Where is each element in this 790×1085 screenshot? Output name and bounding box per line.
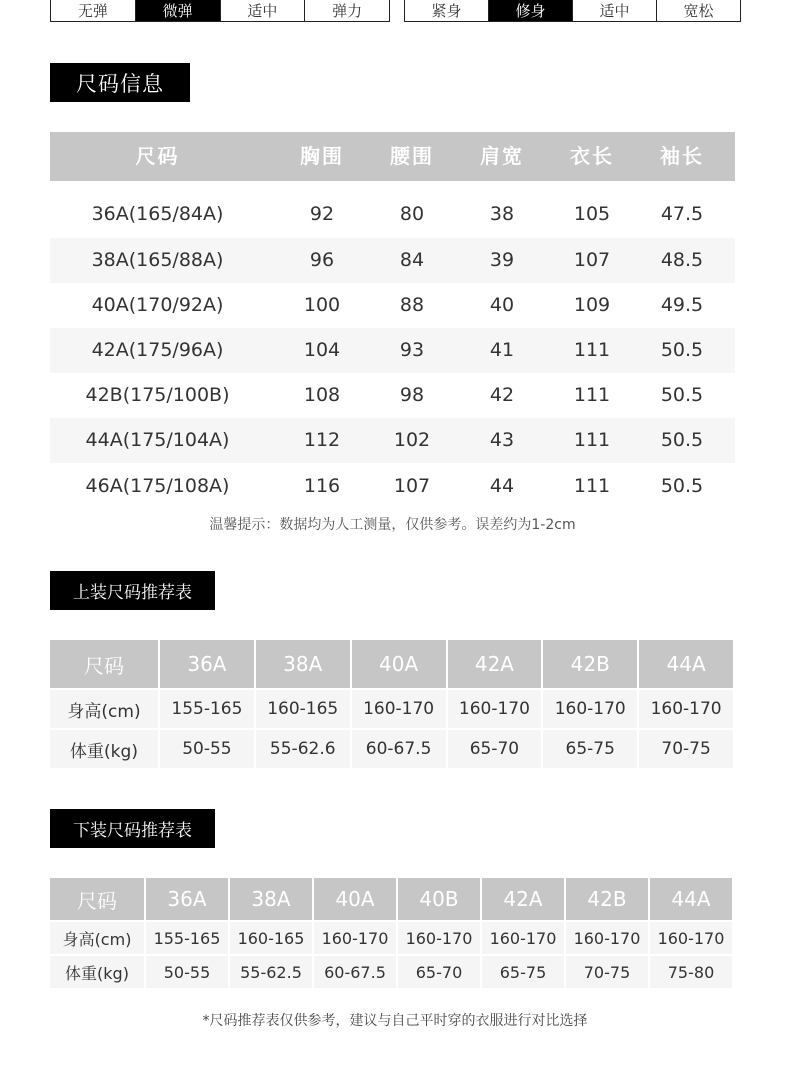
cell-chest: 112 [303,429,341,451]
table-cell: 70-75 [639,728,735,768]
elasticity-option: 弹力 [332,2,363,20]
header-cell: 40B [398,878,482,920]
cell-size: 44A(175/104A) [85,429,230,451]
top-size-chart [50,640,735,768]
header-cell: 36A [146,878,230,920]
fit-option-selected: 修身 [489,0,573,21]
table-row [50,283,735,328]
table-cell: 155-165 [160,688,256,728]
table-cell: 50-55 [160,728,256,768]
bottom-chart-title: 下装尺码推荐表 [50,809,215,848]
table-cell: 60-67.5 [352,728,448,768]
elasticity-option: 无弹 [51,0,136,21]
cell-size: 36A(165/84A) [91,203,224,225]
header-cell: 40A [352,640,448,688]
header-cell: 44A [650,878,734,920]
header-size: 尺码 [135,144,180,168]
fit-option: 紧身 [405,0,489,21]
cell-size: 42B(175/100B) [85,384,230,406]
cell-chest: 108 [303,384,341,406]
cell-waist: 107 [393,475,431,497]
table-cell: 60-67.5 [314,954,398,988]
cell-length: 109 [573,294,611,316]
table-row [50,328,735,373]
header-cell: 尺码 [50,640,160,688]
table-cell: 55-62.5 [230,954,314,988]
table-cell: 155-165 [146,920,230,954]
table-cell: 160-170 [448,688,544,728]
cell-chest: 92 [309,203,335,225]
table-cell: 160-170 [543,688,639,728]
cell-waist: 80 [399,203,425,225]
bottom-size-chart [50,878,734,988]
header-sleeve: 袖长 [660,144,704,168]
cell-waist: 102 [393,429,431,451]
cell-shoulder: 42 [489,384,515,406]
table-cell: 65-75 [482,954,566,988]
footnote: *尺码推荐表仅供参考，建议与自己平时穿的衣服进行对比选择 [202,1013,588,1029]
cell-chest: 116 [303,475,341,497]
table-cell: 160-165 [230,920,314,954]
elasticity-option-selected: 微弹 [136,0,221,21]
table-cell: 55-62.6 [256,728,352,768]
cell-length: 105 [573,203,611,225]
header-waist: 腰围 [390,144,434,168]
cell-size: 46A(175/108A) [85,475,230,497]
header-cell: 42A [448,640,544,688]
cell-sleeve: 49.5 [660,294,704,316]
fit-option: 宽松 [683,2,714,20]
size-table-header [50,132,735,181]
table-cell: 160-170 [639,688,735,728]
header-cell: 42B [543,640,639,688]
top-chart-title: 上装尺码推荐表 [50,571,215,610]
cell-waist: 98 [399,384,425,406]
table-row [50,192,735,237]
table-cell: 75-80 [650,954,734,988]
row-label: 体重(kg) [50,728,160,768]
table-cell: 160-170 [482,920,566,954]
cell-waist: 93 [399,339,425,361]
cell-length: 107 [573,249,611,271]
cell-shoulder: 41 [489,339,515,361]
row-label: 体重(kg) [50,954,146,988]
fit-option: 适中 [573,0,657,21]
cell-waist: 88 [399,294,425,316]
row-label: 身高(cm) [50,920,146,954]
header-cell: 40A [314,878,398,920]
cell-chest: 104 [303,339,341,361]
header-cell: 42B [566,878,650,920]
header-chest: 胸围 [300,144,344,168]
size-info-title: 尺码信息 [50,63,190,102]
table-cell: 160-170 [314,920,398,954]
cell-sleeve: 50.5 [660,339,704,361]
table-row [50,238,735,283]
cell-shoulder: 39 [489,249,515,271]
table-cell: 160-170 [566,920,650,954]
cell-shoulder: 38 [489,203,515,225]
cell-waist: 84 [399,249,425,271]
row-label: 身高(cm) [50,688,160,728]
header-cell: 38A [230,878,314,920]
table-cell: 50-55 [146,954,230,988]
cell-sleeve: 50.5 [660,475,704,497]
cell-length: 111 [573,384,611,406]
cell-shoulder: 40 [489,294,515,316]
table-cell: 65-70 [448,728,544,768]
table-cell: 65-70 [398,954,482,988]
header-cell: 尺码 [50,878,146,920]
table-cell: 160-170 [398,920,482,954]
header-cell: 38A [256,640,352,688]
cell-shoulder: 44 [489,475,515,497]
fit-selector [404,0,741,22]
table-row [50,418,735,463]
cell-sleeve: 50.5 [660,384,704,406]
table-cell: 160-165 [256,688,352,728]
cell-size: 38A(165/88A) [91,249,224,271]
cell-size: 42A(175/96A) [91,339,224,361]
cell-length: 111 [573,429,611,451]
cell-sleeve: 47.5 [660,203,704,225]
cell-shoulder: 43 [489,429,515,451]
table-cell: 160-170 [650,920,734,954]
cell-chest: 96 [309,249,335,271]
table-row [50,373,735,418]
table-row [50,464,735,509]
header-cell: 44A [639,640,735,688]
table-cell: 70-75 [566,954,650,988]
cell-size: 40A(170/92A) [91,294,224,316]
header-shoulder: 肩宽 [480,144,524,168]
cell-sleeve: 48.5 [660,249,704,271]
measurement-note: 温馨提示：数据均为人工测量，仅供参考。误差约为1-2cm [209,517,576,533]
elasticity-option: 适中 [221,0,306,21]
cell-length: 111 [573,475,611,497]
header-length: 衣长 [570,144,614,168]
header-cell: 42A [482,878,566,920]
table-cell: 160-170 [352,688,448,728]
header-cell: 36A [160,640,256,688]
elasticity-selector [50,0,390,22]
cell-chest: 100 [303,294,341,316]
cell-length: 111 [573,339,611,361]
table-cell: 65-75 [543,728,639,768]
cell-sleeve: 50.5 [660,429,704,451]
